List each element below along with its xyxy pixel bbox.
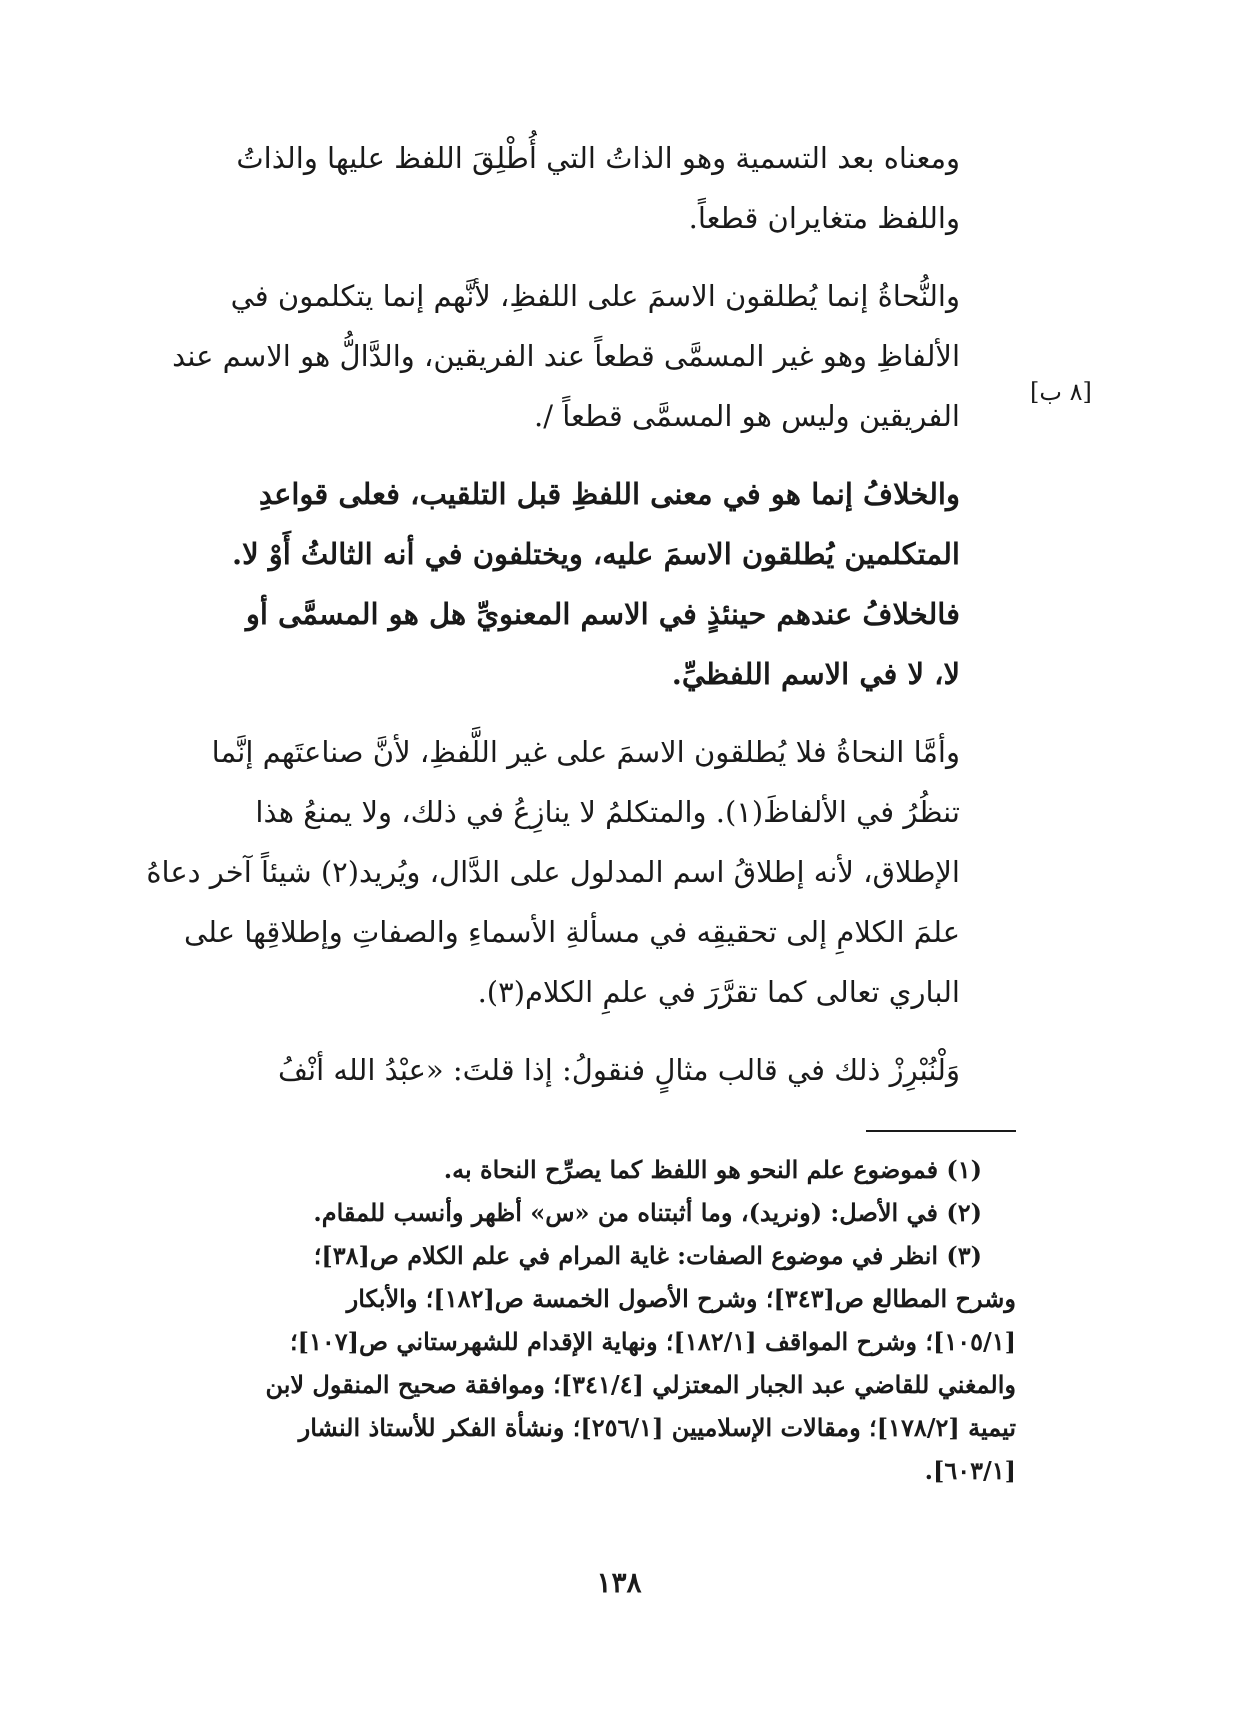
footnote (140, 1234, 1016, 1492)
footnote (140, 1191, 1016, 1234)
text-line: فالخلافُ عندهم حينئذٍ في الاسم المعنويِّ هل هو المسمَّى أو (245, 597, 960, 631)
text-line: تنظُرُ في الألفاظَ(١). والمتكلمُ لا ينازِعُ في ذلك، ولا يمنعُ هذا (255, 795, 960, 829)
footnote-line: (٢) في الأصل: (ونريد)، وما أثبتناه من «س» أظهر وأنسب للمقام. (313, 1198, 982, 1227)
footnote-separator (866, 1130, 1016, 1132)
folio-marker: [٨ ب] (1030, 378, 1092, 406)
text-line: وَلْنُبْرِزْ ذلك في قالب مثالٍ فنقولُ: إذا قلتَ: «عبْدُ الله أنْفُ (277, 1053, 960, 1087)
page-number: ١٣٨ (596, 1566, 642, 1599)
footnote-line: تيمية [١٧٨/٢]؛ ومقالات الإسلاميين [٢٥٦/١]؛ ونشأة الفكر للأستاذ النشار (298, 1413, 1016, 1442)
text-line: لا، لا في الاسم اللفظيِّ. (671, 657, 960, 691)
footnotes (140, 1148, 1016, 1492)
footnote-line: وشرح المطالع ص[٣٤٣]؛ وشرح الأصول الخمسة ص[١٨٢]؛ والأبكار (346, 1284, 1016, 1313)
text-line: الألفاظِ وهو غير المسمَّى قطعاً عند الفريقين، والدَّالُّ هو الاسم عند (172, 339, 960, 373)
footnote-line: والمغني للقاضي عبد الجبار المعتزلي [٣٤١/٤]؛ وموافقة صحيح المنقول لابن (265, 1370, 1016, 1399)
paragraph (140, 464, 1016, 704)
footnote (140, 1148, 1016, 1191)
text-line: ومعناه بعد التسمية وهو الذاتُ التي أُطْلِقَ اللفظ عليها والذاتُ (236, 141, 960, 175)
footnote-line: [٦٠٣/١]. (924, 1456, 1016, 1485)
text-line: المتكلمين يُطلقون الاسمَ عليه، ويختلفون في أنه الثالثُ أَوْ لا. (232, 537, 960, 571)
text-line: وأمَّا النحاةُ فلا يُطلقون الاسمَ على غير اللَّفظِ، لأنَّ صناعتَهم إنَّما (211, 735, 960, 769)
paragraph (140, 722, 1016, 1022)
footnote-line: [١٠٥/١]؛ وشرح المواقف [١٨٢/١]؛ ونهاية الإقدام للشهرستاني ص[١٠٧]؛ (290, 1327, 1016, 1356)
main-text (140, 128, 1016, 1118)
text-line: علمَ الكلامِ إلى تحقيقِه في مسألةِ الأسماءِ والصفاتِ وإطلاقِها على (183, 915, 960, 949)
text-line: الإطلاق، لأنه إطلاقُ اسم المدلول على الدَّال، ويُريد(٢) شيئاً آخر دعاهُ (146, 855, 960, 889)
footnote-line: (١) فموضوع علم النحو هو اللفظ كما يصرِّح النحاة به. (443, 1155, 982, 1184)
footnote-line: (٣) انظر في موضوع الصفات: غاية المرام في علم الكلام ص[٣٨]؛ (313, 1241, 982, 1270)
paragraph (140, 1040, 1016, 1100)
text-line: الفريقين وليس هو المسمَّى قطعاً /. (534, 399, 960, 433)
text-line: واللفظ متغايران قطعاً. (688, 201, 960, 235)
text-line: والخلافُ إنما هو في معنى اللفظِ قبل التلقيب، فعلى قواعدِ (258, 477, 960, 511)
text-line: الباري تعالى كما تقرَّرَ في علمِ الكلام(٣). (477, 975, 960, 1009)
paragraph (140, 266, 1016, 446)
text-line: والنُّحاةُ إنما يُطلقون الاسمَ على اللفظِ، لأنَّهم إنما يتكلمون في (230, 279, 960, 313)
paragraph (140, 128, 1016, 248)
